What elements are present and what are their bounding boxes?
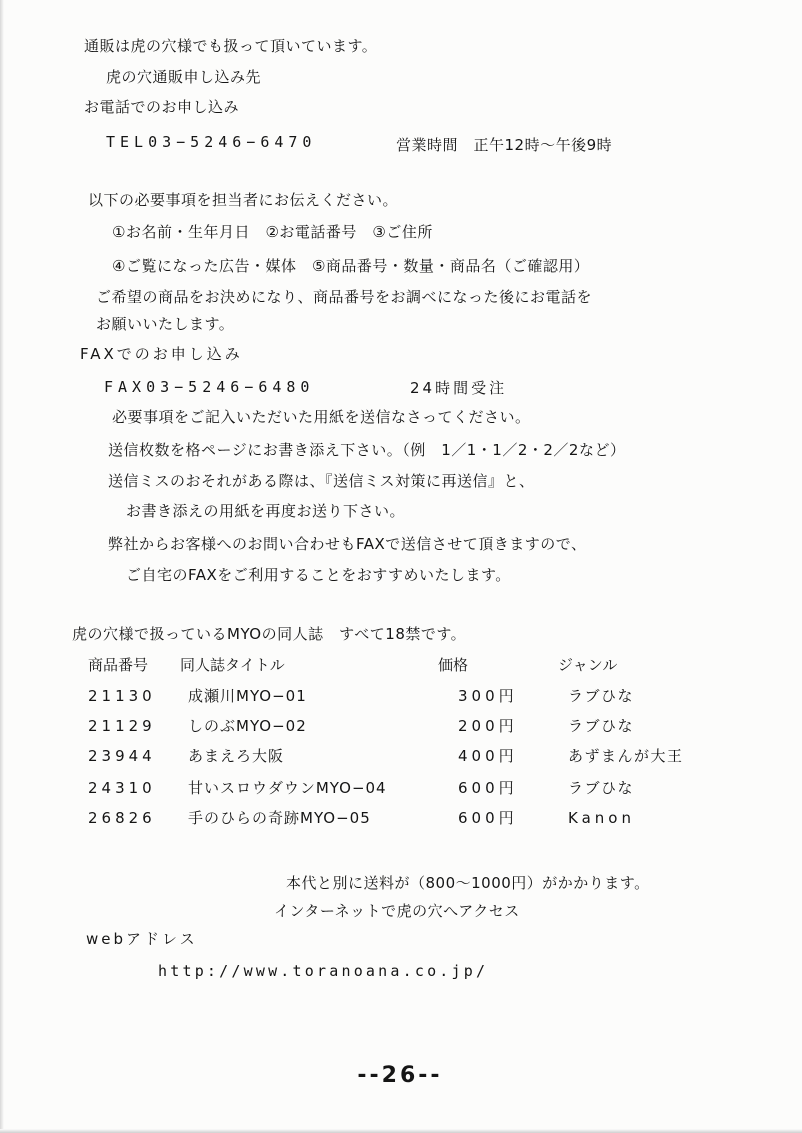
intro-line: 通販は虎の穴様でも扱って頂いています。 <box>84 37 378 55</box>
fax-instruction: 弊社からお客様へのお問い合わせもFAXで送信させて頂きますので、 <box>108 535 587 553</box>
table-row <box>88 777 728 799</box>
product-price: 600円 <box>458 809 518 827</box>
phone-notice: 以下の必要事項を担当者にお伝えください。 <box>88 191 399 209</box>
product-price: 600円 <box>458 779 518 797</box>
table-row <box>88 745 728 767</box>
web-address-label: webアドレス <box>86 930 198 948</box>
column-header-code: 商品番号 <box>88 656 149 674</box>
shipping-note: 本代と別に送料が（800〜1000円）がかかります。 <box>286 874 650 892</box>
phone-instruction: ご希望の商品をお決めになり、商品番号をお調べになった後にお電話を <box>96 288 593 306</box>
fax-instruction: 送信ミスのおそれがある際は、『送信ミス対策に再送信』と、 <box>108 472 535 490</box>
product-genre: Kanon <box>568 809 635 827</box>
required-items-line: ④ご覧になった広告・媒体 ⑤商品番号・数量・商品名（ご確認用） <box>112 257 590 275</box>
product-title: あまえろ大阪 <box>188 747 285 765</box>
product-genre: ラブひな <box>568 717 635 735</box>
product-code: 21130 <box>88 687 156 705</box>
page-number: --26-- <box>357 1063 443 1088</box>
fax-order-heading: FAXでのお申し込み <box>80 345 243 363</box>
phone-instruction: お願いいたします。 <box>96 315 235 333</box>
fax-instruction: ご自宅のFAXをご利用することをおすすめいたします。 <box>126 566 511 584</box>
column-header-title: 同人誌タイトル <box>180 656 285 674</box>
fax-number: FAX03−5246−6480 <box>104 378 315 396</box>
column-header-price: 価格 <box>438 656 469 674</box>
product-title: 手のひらの奇跡MYO−05 <box>188 809 371 827</box>
internet-access-line: インターネットで虎の穴へアクセス <box>274 902 520 920</box>
catalog-header-row <box>88 654 728 676</box>
table-row <box>88 807 728 829</box>
web-url: http://www.toranoana.co.jp/ <box>158 962 489 980</box>
product-price: 400円 <box>458 747 518 765</box>
table-row <box>88 715 728 737</box>
product-price: 300円 <box>458 687 518 705</box>
fax-instruction: 必要事項をご記入いただいた用紙を送信なさってください。 <box>112 408 531 426</box>
product-title: 成瀬川MYO−01 <box>188 687 307 705</box>
product-genre: ラブひな <box>568 687 635 705</box>
product-title: しのぶMYO−02 <box>188 717 307 735</box>
product-code: 21129 <box>88 717 156 735</box>
fax-instruction: 送信枚数を格ページにお書き添え下さい。（例 1／1・1／2・2／2など） <box>108 441 626 459</box>
catalog-intro: 虎の穴様で扱っているMYOの同人誌 すべて18禁です。 <box>72 625 467 643</box>
page-edge-shadow-bottom <box>0 1129 802 1133</box>
product-genre: ラブひな <box>568 779 635 797</box>
product-code: 23944 <box>88 747 156 765</box>
product-genre: あずまんが大王 <box>568 747 684 765</box>
required-items-line: ①お名前・生年月日 ②お電話番号 ③ご住所 <box>112 223 433 241</box>
product-price: 200円 <box>458 717 518 735</box>
product-title: 甘いスロウダウンMYO−04 <box>188 779 387 797</box>
product-code: 26826 <box>88 809 156 827</box>
product-code: 24310 <box>88 779 156 797</box>
phone-number: TEL03−5246−6470 <box>106 133 317 151</box>
phone-order-heading: お電話でのお申し込み <box>84 98 240 116</box>
page-edge-shadow <box>0 0 4 1133</box>
business-hours: 営業時間 正午12時〜午後9時 <box>396 136 613 154</box>
fax-instruction: お書き添えの用紙を再度お送り下さい。 <box>126 502 406 520</box>
order-contact-heading: 虎の穴通販申し込み先 <box>106 68 262 86</box>
column-header-genre: ジャンル <box>558 656 618 674</box>
fax-hours: 24時間受注 <box>410 379 508 397</box>
table-row <box>88 685 728 707</box>
